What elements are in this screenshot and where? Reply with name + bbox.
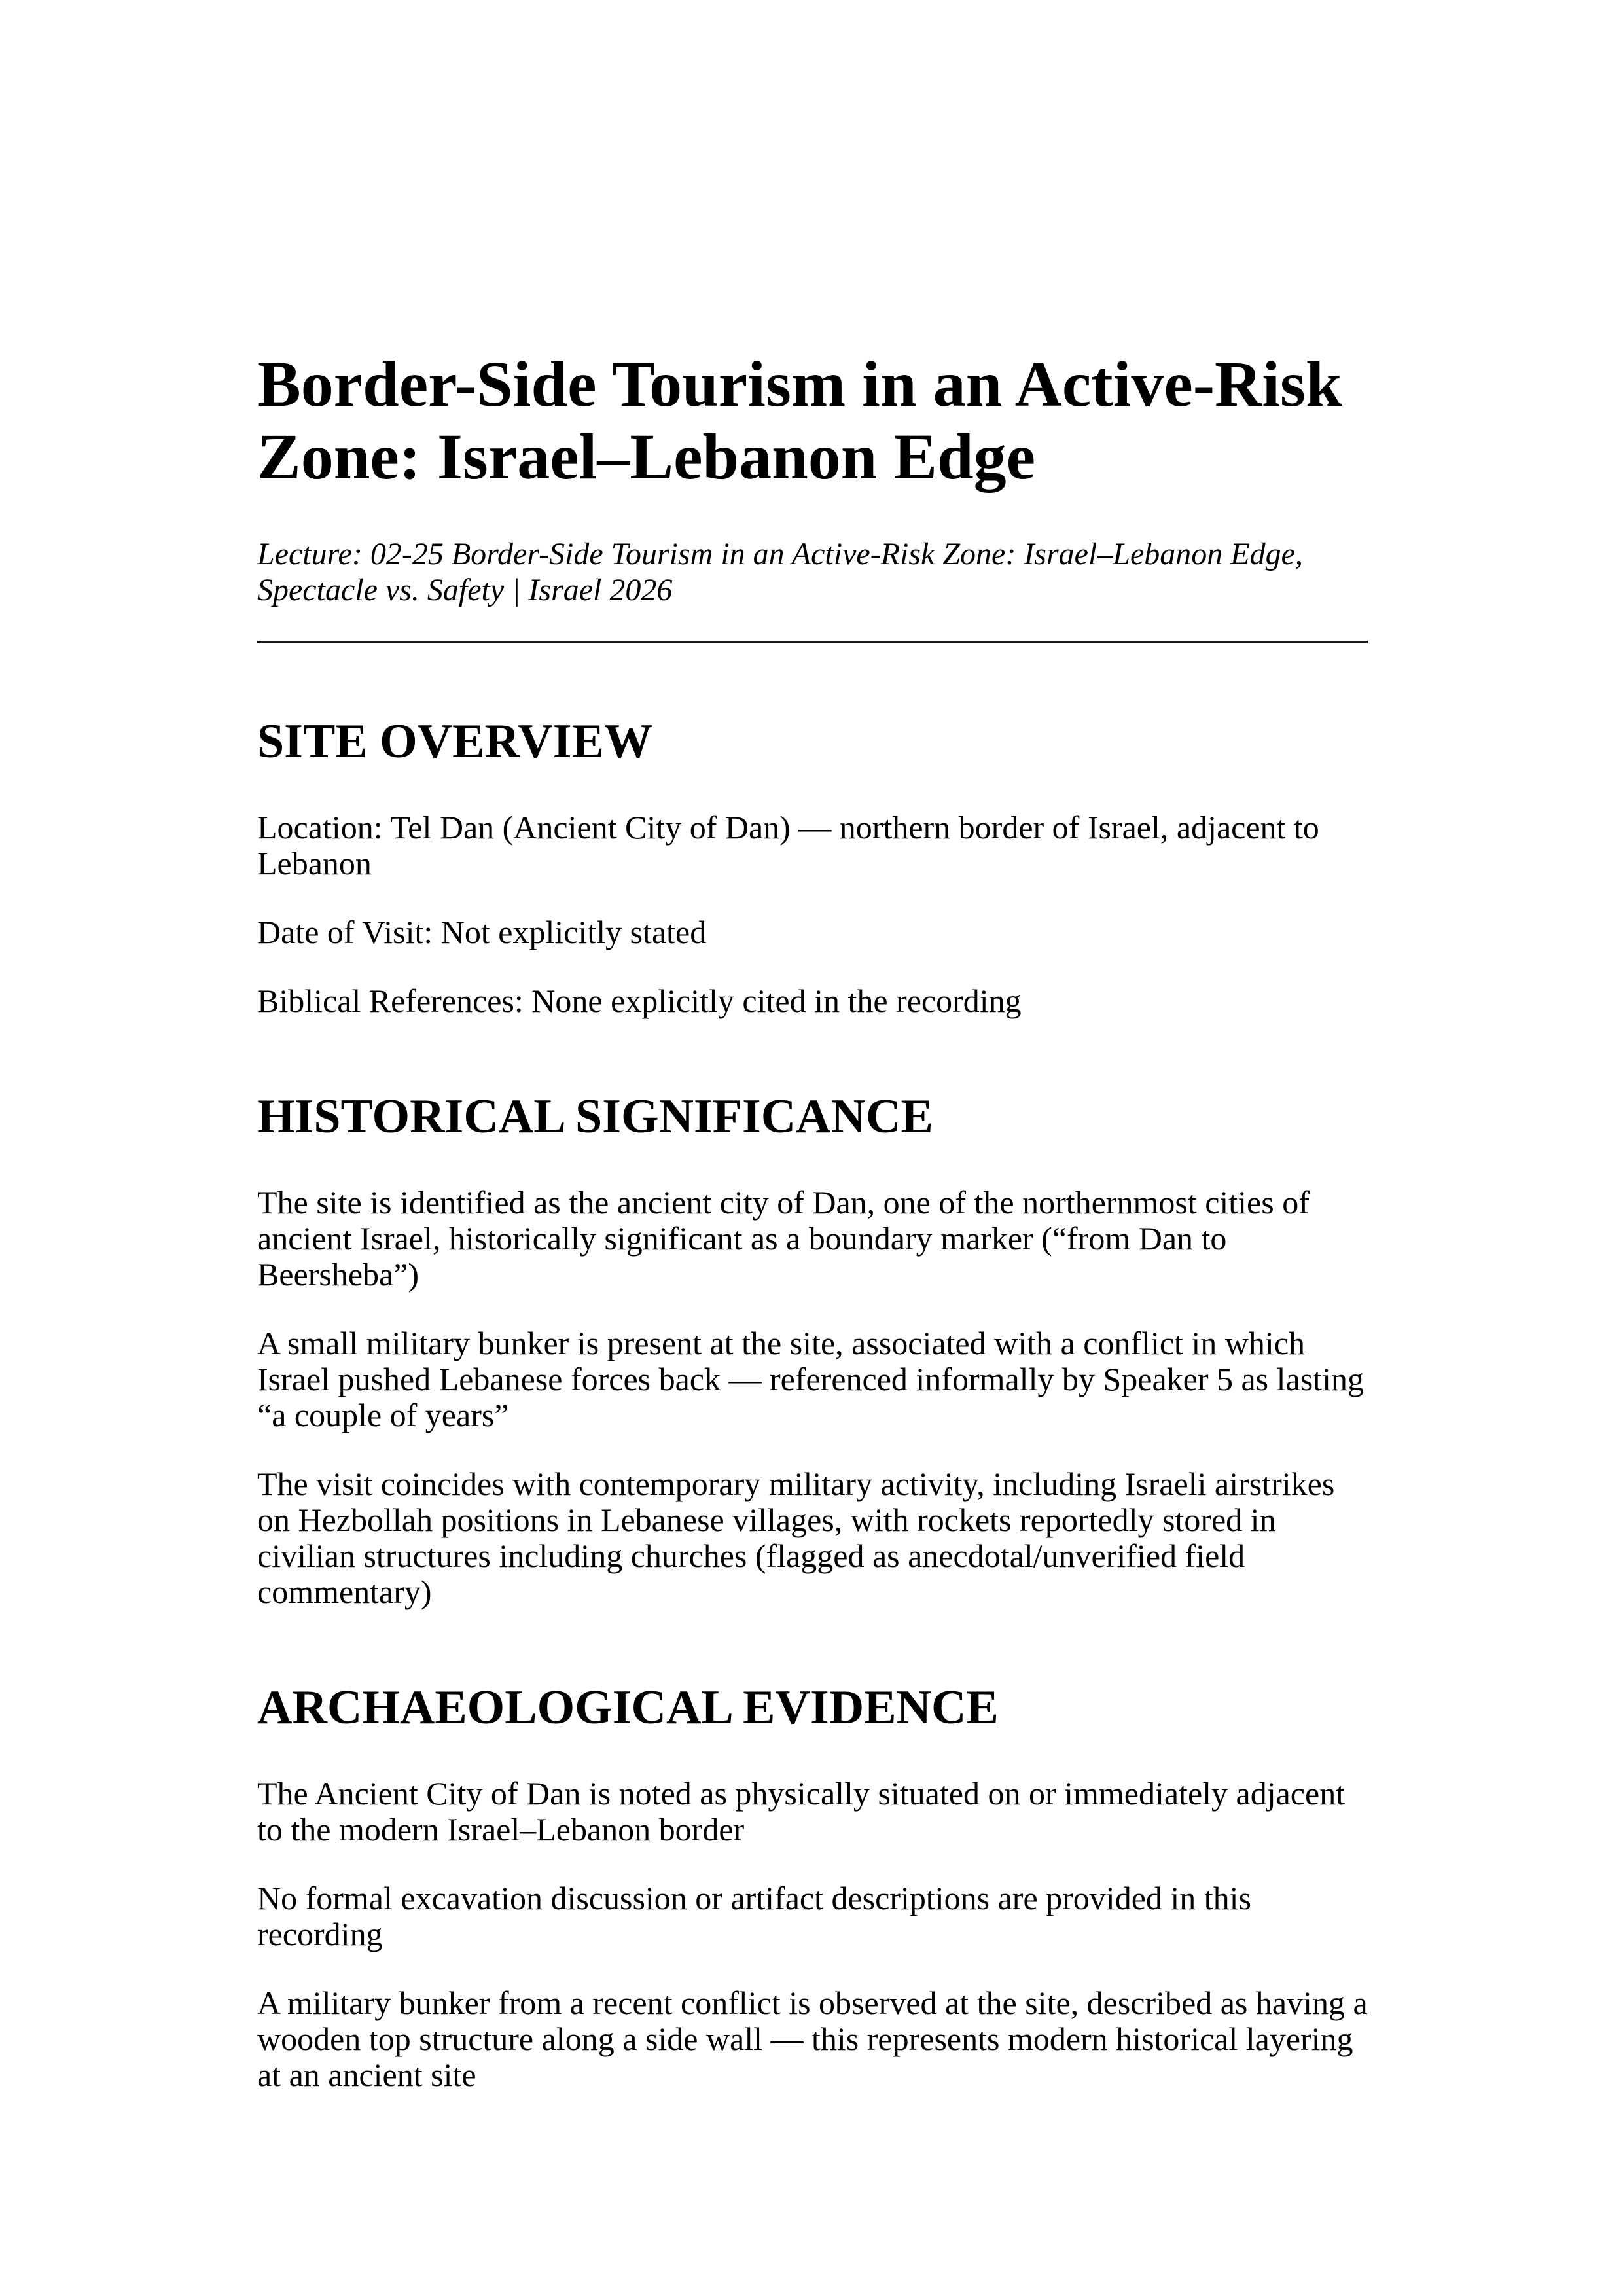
section-historical-significance [257, 1089, 1368, 1610]
document-page [257, 348, 1368, 2093]
text-line: Date of Visit: Not explicitly stated [257, 914, 707, 950]
text-line: ancient Israel, historically significant as a boundary marker (“from Dan to [257, 1220, 1227, 1257]
document-title [257, 348, 1368, 493]
section-heading: SITE OVERVIEW [257, 715, 652, 768]
paragraph [257, 1185, 1368, 1293]
section-body [257, 1776, 1368, 2093]
paragraph-biblical-references [257, 983, 1368, 1019]
section-heading: HISTORICAL SIGNIFICANCE [257, 1090, 933, 1143]
section-heading: ARCHAEOLOGICAL EVIDENCE [257, 1681, 999, 1734]
text-line: Location: Tel Dan (Ancient City of Dan) — northern border of Israel, adjacent to [257, 809, 1319, 846]
text-line: No formal excavation discussion or artifact descriptions are provided in this [257, 1880, 1252, 1916]
text-line: The visit coincides with contemporary military activity, including Israeli airstrikes [257, 1465, 1335, 1502]
text-line: Lebanon [257, 845, 372, 882]
text-line: on Hezbollah positions in Lebanese villages, with rockets reportedly stored in [257, 1501, 1276, 1538]
paragraph-location [257, 810, 1368, 882]
text-line: at an ancient site [257, 2056, 476, 2093]
paragraph [257, 1776, 1368, 1848]
horizontal-rule [257, 641, 1368, 643]
title-line: Zone: Israel–Lebanon Edge [257, 420, 1036, 493]
paragraph [257, 1985, 1368, 2093]
text-line: The site is identified as the ancient city of Dan, one of the northernmost cities of [257, 1184, 1310, 1221]
title-line: Border-Side Tourism in an Active-Risk [257, 348, 1342, 420]
text-line: to the modern Israel–Lebanon border [257, 1811, 745, 1848]
section-body [257, 810, 1368, 1019]
paragraph [257, 1325, 1368, 1433]
text-line: recording [257, 1916, 383, 1952]
text-line: “a couple of years” [257, 1397, 509, 1433]
text-line: civilian structures including churches (flagged as anecdotal/unverified field [257, 1537, 1245, 1574]
paragraph [257, 1880, 1368, 1952]
subtitle-line: Lecture: 02-25 Border-Side Tourism in an Active-Risk Zone: Israel–Lebanon Edge, [257, 537, 1303, 571]
section-archaeological-evidence [257, 1680, 1368, 2093]
paragraph [257, 1466, 1368, 1610]
text-line: Beersheba”) [257, 1256, 419, 1293]
text-line: Biblical References: None explicitly cited in the recording [257, 982, 1022, 1019]
text-line: wooden top structure along a side wall — this represents modern historical layering [257, 2020, 1353, 2057]
section-site-overview [257, 714, 1368, 1019]
lecture-subtitle [257, 536, 1368, 608]
subtitle-line: Spectacle vs. Safety | Israel 2026 [257, 573, 673, 607]
text-line: Israel pushed Lebanese forces back — referenced informally by Speaker 5 as lasting [257, 1361, 1364, 1397]
text-line: A military bunker from a recent conflict is observed at the site, described as having a [257, 1984, 1368, 2021]
text-line: The Ancient City of Dan is noted as physically situated on or immediately adjacent [257, 1775, 1346, 1812]
text-line: commentary) [257, 1573, 432, 1610]
section-body [257, 1185, 1368, 1610]
paragraph-date-of-visit [257, 914, 1368, 950]
text-line: A small military bunker is present at the site, associated with a conflict in which [257, 1325, 1306, 1361]
